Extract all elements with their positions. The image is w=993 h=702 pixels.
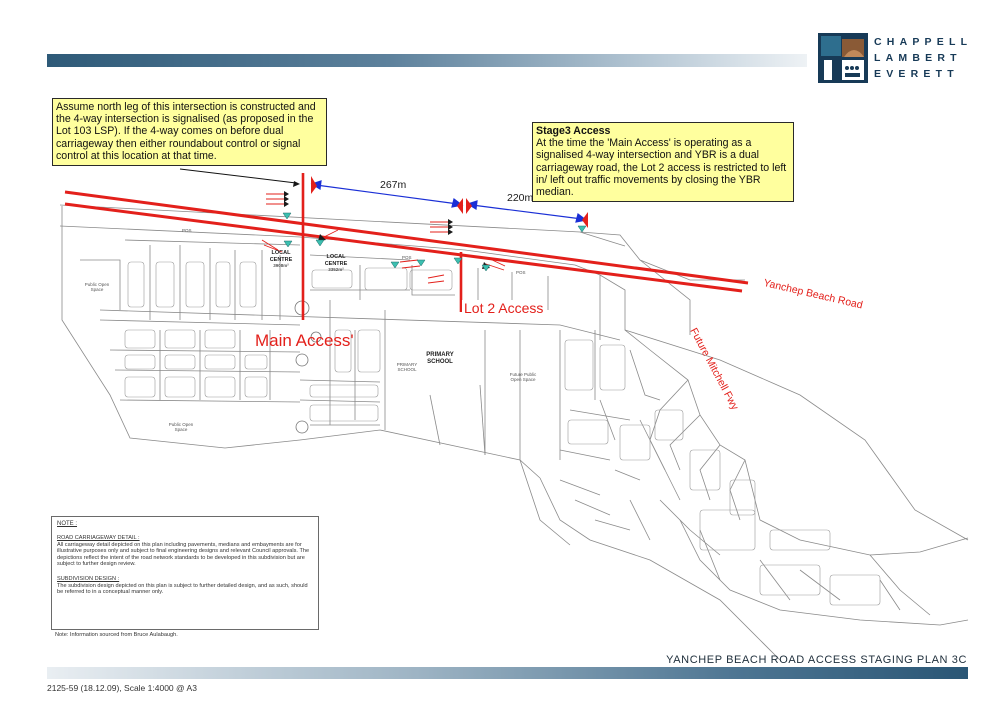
subdivision-design-heading: SUBDIVISION DESIGN : [57,576,120,583]
public-open-space-1-label: Public Open Space [84,282,110,292]
notes-box [51,516,319,630]
future-public-open-space-label: Future Public Open Space [509,372,537,382]
pos-label-1: POS [182,228,192,233]
road-carriageway-text: All carriageway detail depicted on this plan including pavements, medians and embayments are for illustrative purposes only and subject to final engineering designs and relevant Council approvals. The depictions reflect the intent of the road network standards to be developed in this subdivision but are subject to further design review. [57,541,310,568]
pos-label-2: POS [402,255,412,260]
distance-label-220: 220m [507,192,534,204]
public-open-space-2-label: Public Open Space [168,422,194,432]
primary-school-label: PRIMARY SCHOOL [426,352,454,365]
source-note: Note: Information sourced from Bruce Aulabaugh. [55,632,178,638]
local-centre-1-name: LOCAL CENTRE [269,250,293,263]
local-centre-2-label [323,254,349,272]
logo-word-2: LAMBERT [874,52,962,64]
lot2-access-label: Lot 2 Access [464,300,544,316]
local-centre-1-label [268,250,294,268]
north-leg-callout: Assume north leg of this intersection is constructed and the 4-way intersection is signalised (as proposed in the Lot 103 LSP). If the 4-way comes on before dual carriageway then either roundabout control or signal control at this location at that time. [52,98,327,166]
roundabouts [295,301,321,433]
distance-label-267: 267m [380,179,407,191]
plan-reference: 2125-59 (18.12.09), Scale 1:4000 @ A3 [47,683,197,693]
road-carriageway-heading: ROAD CARRIAGEWAY DETAIL : [57,535,140,542]
pos-label-3: POS [516,270,526,275]
plan-title: YANCHEP BEACH ROAD ACCESS STAGING PLAN 3C [666,654,967,666]
access-legs [303,173,461,320]
notes-heading: NOTE : [57,521,78,527]
yanchep-beach-road-label: Yanchep Beach Road [762,277,864,312]
stage3-callout-title: Stage3 Access [536,125,611,137]
stage3-callout [532,122,794,202]
footer-band [47,667,968,679]
logo-word-3: EVERETT [874,68,959,80]
local-centre-2-area: 3352m² [328,267,344,272]
stage3-callout-body: At the time the 'Main Access' is operating as a signalised 4-way intersection and YBR is a dual carriageway road, the Lot 2 access is restricted to left in/ left out traffic movements by closing the YBR median. [536,137,787,199]
main-access-label: Main Access' [255,331,354,350]
local-centre-1-area: 3908m² [273,263,289,268]
future-mitchell-fwy-label: Future Mitchell Fwy [687,326,741,413]
north-leg-leader-line [180,169,296,183]
logo-word-1: CHAPPELL [874,36,973,48]
local-centre-2-name: LOCAL CENTRE [324,254,348,267]
subdivision-design-text: The subdivision design depicted on this plan is subject to further detailed design, and as such, should be referred to in a conceptual manner only. [57,582,308,596]
primary-school-small-label: PRIMARY SCHOOL [396,362,418,372]
